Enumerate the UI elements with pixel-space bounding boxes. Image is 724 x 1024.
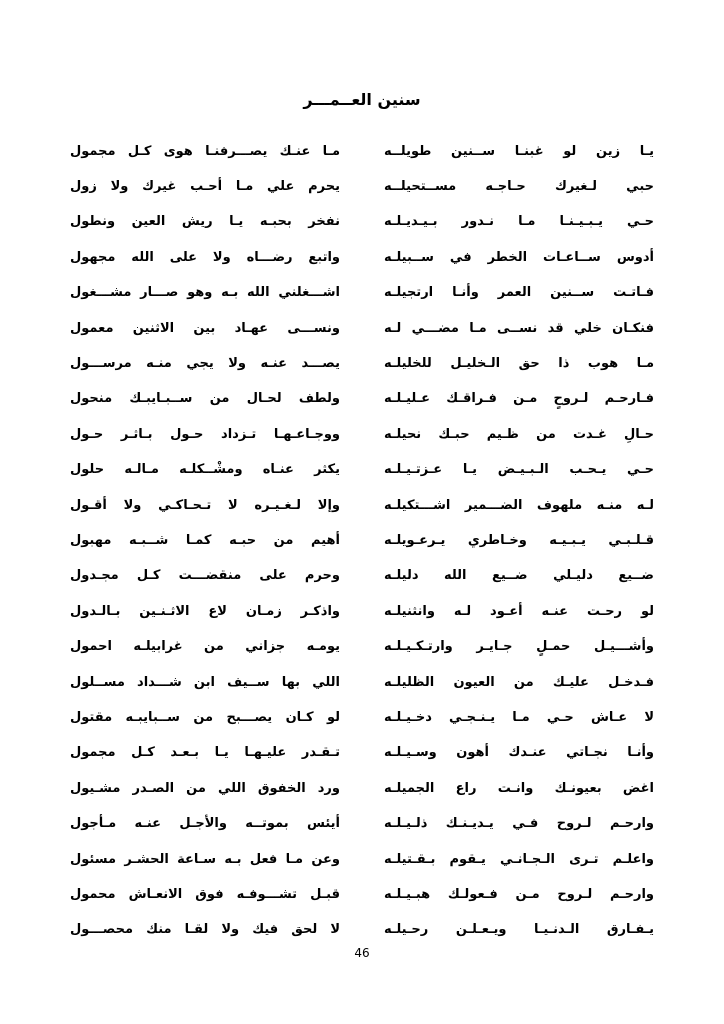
verse-second-hemistich: يومـه جزاني من غرابيلـه احمول: [70, 639, 340, 655]
verse-second-hemistich: ووجـاعـهـا تـزداد حـول بـاثـر حـول: [70, 426, 340, 442]
verse-line: [70, 842, 654, 877]
verse-line: [70, 913, 654, 948]
verse-first-hemistich: حـي يـبـيـنـا مـا نـدور بـيـديـلـه: [384, 214, 654, 230]
verse-line: [70, 417, 654, 452]
verse-line: [70, 877, 654, 912]
verse-first-hemistich: وأنـا نجـاتي عنـدك أهون وسـيـلـه: [384, 745, 654, 761]
verse-line: [70, 346, 654, 381]
verse-line: [70, 169, 654, 204]
verse-second-hemistich: أهيم من حبـه كمـا شــبـه مهبول: [70, 532, 340, 548]
verse-first-hemistich: فـارحـم لـروحٍ مـن فـراقـك عـليـلـه: [384, 391, 654, 407]
verse-first-hemistich: يـفـارق الـدنـيـا ويـعـلـن رحـيلـه: [384, 922, 654, 938]
verse-second-hemistich: وإلا لـغـيـره لا تـحـاكـي ولا أقـول: [70, 497, 340, 513]
verse-line: [70, 665, 654, 700]
verse-line: [70, 488, 654, 523]
verse-first-hemistich: حـالِ غـدت من ظـيم حبـك نحيلـه: [384, 426, 654, 442]
verse-second-hemistich: اللي بها ســيف ابن شـــداد مســلول: [70, 674, 340, 690]
verse-line: [70, 594, 654, 629]
verse-line: [70, 276, 654, 311]
verse-first-hemistich: وارحـم لـروح مـن فـعولـك هبـيـلـه: [384, 886, 654, 902]
verse-first-hemistich: اغض بعيونـك وانـت راع الجميلـه: [384, 780, 654, 796]
verse-first-hemistich: مـا هوب ذا حق الـخليـل للخليلـه: [384, 356, 654, 372]
verse-line: [70, 240, 654, 275]
verse-first-hemistich: لا عـاش حـي مـا يـنـجـي دخـيـلـه: [384, 709, 654, 725]
verse-first-hemistich: أدوس ســاعـات الخطر في ســبيلـه: [384, 249, 654, 265]
verse-line: [70, 559, 654, 594]
verse-first-hemistich: فـاتـت ســنين العمر وأنـا ارتجيلـه: [384, 285, 654, 301]
verse-first-hemistich: وارحـم لـروح فـي يـديـنـك ذلـيـلـه: [384, 816, 654, 832]
verse-line: [70, 700, 654, 735]
verse-second-hemistich: وعن مـا فعل بـه سـاعة الحشـر مسئول: [70, 851, 340, 867]
verse-first-hemistich: فنكـان خلي قد نســى مـا مضـــي لـه: [384, 320, 654, 336]
poem-title: سنين العــمـــر: [303, 90, 421, 109]
verse-second-hemistich: يكثر عنـاه ومشْــكلـه مـالـه حلول: [70, 462, 340, 478]
poem-body: [70, 134, 654, 948]
verse-line: [70, 134, 654, 169]
verse-second-hemistich: لا لحق فيك ولا لقـا منك محصـــول: [70, 922, 340, 938]
verse-second-hemistich: يصـــد عنـه ولا يجي منـه مرســـول: [70, 356, 340, 372]
verse-first-hemistich: لو رحـت عنـه أعـود لـه وانثنيلـه: [384, 603, 654, 619]
verse-second-hemistich: اشـــغلني الله بـه وهو صـــار مشـــغول: [70, 285, 340, 301]
verse-line: [70, 771, 654, 806]
verse-line: [70, 736, 654, 771]
verse-first-hemistich: حـي يـحـب الـبـيـض يـا عـزتـيـلـه: [384, 462, 654, 478]
verse-line: [70, 629, 654, 664]
verse-line: [70, 311, 654, 346]
verse-line: [70, 382, 654, 417]
verse-first-hemistich: فـدخـل عليـك من العيون الظليلـه: [384, 674, 654, 690]
verse-second-hemistich: يحرم علي مـا أحـب غيرك ولا زول: [70, 179, 340, 195]
page-number: 46: [354, 946, 370, 960]
verse-second-hemistich: مـا عنـك يصـــرفنـا هوى كـل مجمول: [70, 143, 340, 159]
verse-first-hemistich: واعلـم تـرى الـجـانـي يـقوم بـقـتيلـه: [384, 851, 654, 867]
verse-second-hemistich: تـقـدر عليـهـا يـا بـعـد كـل مجمول: [70, 745, 340, 761]
verse-first-hemistich: يـا زين لو غبنـا ســنين طويلــه: [384, 143, 654, 159]
verse-second-hemistich: ولطف لحـال من ســبـايبـك منحول: [70, 391, 340, 407]
verse-first-hemistich: حبي لـغيرك حـاجـه مســتحيلــه: [384, 179, 654, 195]
verse-first-hemistich: وأشـــيـل حمـلٍ جـايـر وارتـكـيـلـه: [384, 639, 654, 655]
verse-line: [70, 453, 654, 488]
verse-second-hemistich: ورد الخفوق اللي من الصـدر مشـيول: [70, 780, 340, 796]
verse-second-hemistich: ونســـى عهـاد بين الاثنين معمول: [70, 320, 340, 336]
verse-line: [70, 205, 654, 240]
verse-second-hemistich: لو كـان يصـــبح من ســبايبـه مقتول: [70, 709, 340, 725]
verse-second-hemistich: نفخر بحبـه يـا ريش العين ونطول: [70, 214, 340, 230]
verse-first-hemistich: ضــيع دليـلي ضــيع الله دليلـه: [384, 568, 654, 584]
verse-first-hemistich: لـه منـه ملهوف الضـــمير اشـــتكيلـه: [384, 497, 654, 513]
verse-second-hemistich: قبـل تشـــوفـه فوق الانعـاش محمول: [70, 886, 340, 902]
verse-second-hemistich: وحرم على منقضـــت كـل مجـدول: [70, 568, 340, 584]
verse-second-hemistich: واتبع رضـــاه ولا على الله مجهول: [70, 249, 340, 265]
verse-line: [70, 523, 654, 558]
verse-first-hemistich: قـلـبـي يـبـيـه وخـاطري يـرعـويلـه: [384, 532, 654, 548]
verse-line: [70, 806, 654, 841]
verse-second-hemistich: أيئس بموتــه والأجـل عنـه مـأجول: [70, 816, 340, 832]
verse-second-hemistich: واذكـر زمـان لاع الاثـنـين بـالـدول: [70, 603, 340, 619]
